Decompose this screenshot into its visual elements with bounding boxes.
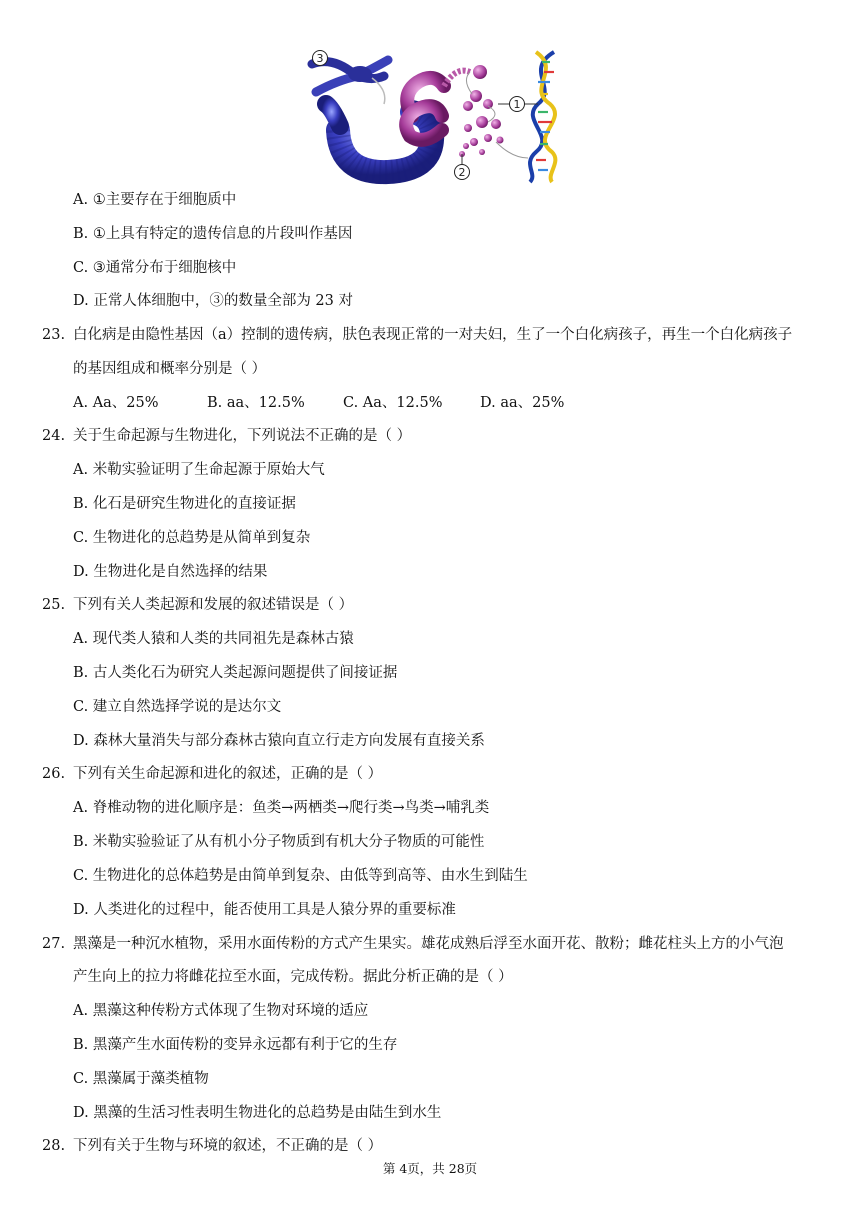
question-number-23: 23. (42, 327, 66, 343)
svg-text:1: 1 (513, 98, 521, 111)
label-2 (455, 165, 470, 180)
q24-option-c[interactable]: C. 生物进化的总趋势是从简单到复杂 (73, 530, 311, 546)
q27-option-c[interactable]: C. 黑藻属于藻类植物 (73, 1071, 209, 1087)
q27-option-a[interactable]: A. 黑藻这种传粉方式体现了生物对环境的适应 (73, 1003, 369, 1019)
q23-option-d[interactable]: D. aa、25% (480, 395, 565, 411)
question-23-options (73, 393, 773, 413)
question-23-text-line-1: 白化病是由隐性基因（a）控制的遗传病，肤色表现正常的一对夫妇，生了一个白化病孩子，再生一个白化病孩子 (73, 327, 793, 343)
question-28-text: 下列有关于生物与环境的叙述，不正确的是（ ） (73, 1138, 383, 1154)
chromosome-dna-figure (292, 46, 574, 186)
question-27-text-line-1: 黑藻是一种沉水植物，采用水面传粉的方式产生果实。雄花成熟后浮至水面开花、散粉；雌花柱头上方的小气泡 (73, 936, 784, 952)
q26-option-b[interactable]: B. 米勒实验验证了从有机小分子物质到有机大分子物质的可能性 (73, 834, 485, 850)
svg-text:2: 2 (458, 166, 466, 179)
q25-option-a[interactable]: A. 现代类人猿和人类的共同祖先是森林古猿 (73, 631, 354, 647)
q26-option-c[interactable]: C. 生物进化的总体趋势是由简单到复杂、由低等到高等、由水生到陆生 (73, 868, 528, 884)
q26-option-a[interactable]: A. 脊椎动物的进化顺序是：鱼类→两栖类→爬行类→鸟类→哺乳类 (73, 800, 490, 816)
question-number-26: 26. (42, 766, 66, 782)
label-3 (313, 51, 328, 66)
q22-option-c[interactable]: C. ③通常分布于细胞核中 (73, 260, 237, 276)
question-number-27: 27. (42, 936, 66, 952)
q23-option-a[interactable]: A. Aa、25% (73, 395, 159, 411)
q23-option-c[interactable]: C. Aa、12.5% (343, 395, 443, 411)
question-25-text: 下列有关人类起源和发展的叙述错误是（ ） (73, 597, 354, 613)
q24-option-a[interactable]: A. 米勒实验证明了生命起源于原始大气 (73, 462, 325, 478)
question-number-24: 24. (42, 428, 66, 444)
question-number-25: 25. (42, 597, 66, 613)
q24-option-b[interactable]: B. 化石是研究生物进化的直接证据 (73, 496, 296, 512)
dna-double-helix (530, 52, 555, 182)
q27-option-b[interactable]: B. 黑藻产生水面传粉的变异永远都有利于它的生存 (73, 1037, 398, 1053)
page-footer: 第 4页，共 28页 (382, 1161, 478, 1176)
q22-option-a[interactable]: A. ①主要存在于细胞质中 (73, 192, 237, 208)
q25-option-c[interactable]: C. 建立自然选择学说的是达尔文 (73, 699, 282, 715)
chromosome-dna-illustration (292, 46, 574, 186)
q26-option-d[interactable]: D. 人类进化的过程中，能否使用工具是人猿分界的重要标准 (73, 902, 456, 918)
q22-option-d[interactable]: D. 正常人体细胞中，③的数量全部为 23 对 (73, 293, 353, 309)
q25-option-b[interactable]: B. 古人类化石为研究人类起源问题提供了间接证据 (73, 665, 398, 681)
solenoid (406, 71, 470, 140)
question-26-text: 下列有关生命起源和进化的叙述，正确的是（ ） (73, 766, 383, 782)
question-24-text: 关于生命起源与生物进化，下列说法不正确的是（ ） (73, 428, 412, 444)
question-27-text-line-2: 产生向上的拉力将雌花拉至水面，完成传粉。据此分析正确的是（ ） (73, 969, 513, 985)
svg-text:3: 3 (316, 52, 324, 65)
question-23-text-line-2: 的基因组成和概率分别是（ ） (73, 361, 267, 377)
q23-option-b[interactable]: B. aa、12.5% (207, 395, 305, 411)
q24-option-d[interactable]: D. 生物进化是自然选择的结果 (73, 564, 268, 580)
q22-option-b[interactable]: B. ①上具有特定的遗传信息的片段叫作基因 (73, 226, 353, 242)
q25-option-d[interactable]: D. 森林大量消失与部分森林古猿向直立行走方向发展有直接关系 (73, 733, 485, 749)
label-1 (510, 97, 525, 112)
question-number-28: 28. (42, 1138, 66, 1154)
q27-option-d[interactable]: D. 黑藻的生活习性表明生物进化的总趋势是由陆生到水生 (73, 1105, 442, 1121)
